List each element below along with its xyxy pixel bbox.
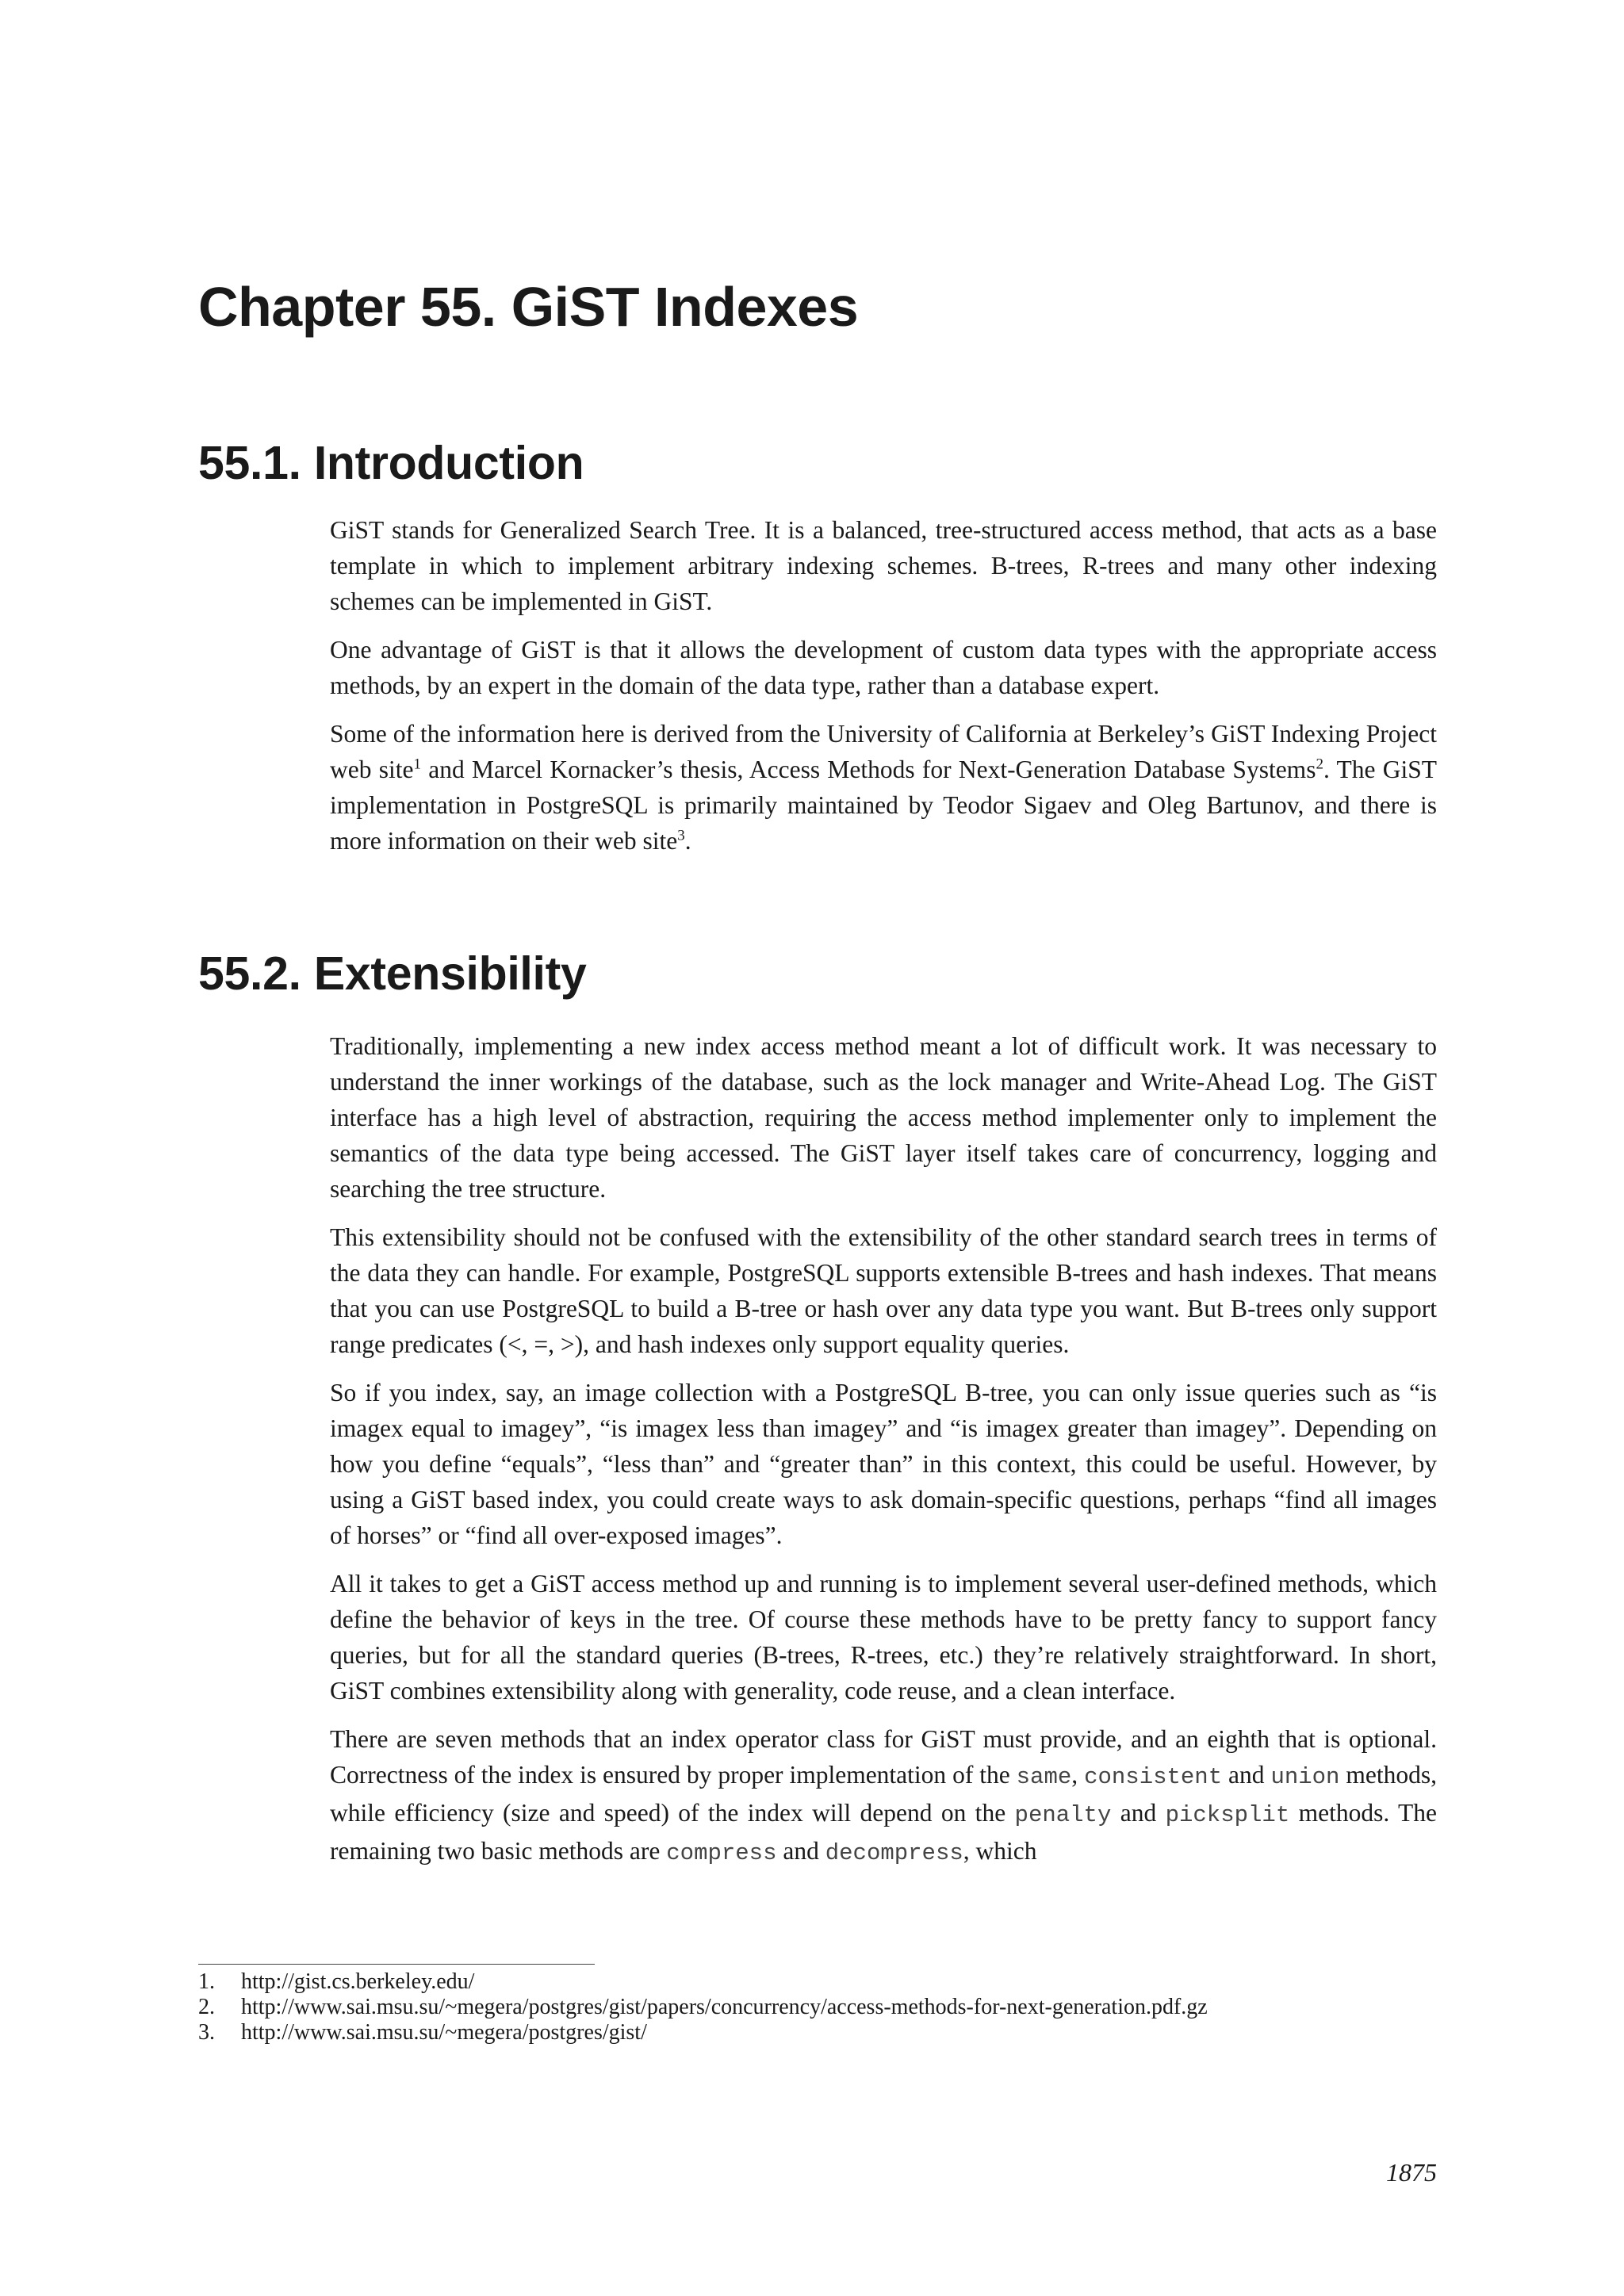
footnote-link[interactable]: http://www.sai.msu.su/~megera/postgres/gist/papers/concurrency/access-methods-for-next-generation.pdf.gz [241, 1995, 1208, 2019]
footnote-link[interactable]: http://www.sai.msu.su/~megera/postgres/gist/ [241, 2020, 647, 2045]
paragraph-text: Some of the information here is derived from the University of California at Berkeley’s GiST Indexing Project web site [330, 720, 1437, 783]
section-heading-extensibility: 55.2. Extensibility [198, 947, 587, 1000]
section-heading-introduction: 55.1. Introduction [198, 437, 584, 489]
footnotes [198, 1969, 1435, 2045]
paragraph-text: . [684, 827, 691, 855]
footnote-3 [198, 2020, 1435, 2045]
paragraph [330, 716, 1437, 859]
paragraph: All it takes to get a GiST access method up and running is to implement several user-defined methods, which define the behavior of keys in the tree. Of course these methods have to be pretty fancy to support fancy queries, but for all the standard queries (B-trees, R-trees, etc.) they’re relatively straightforward. In short, GiST combines extensibility along with generality, code reuse, and a clean interface. [330, 1570, 1437, 1705]
footnote-link[interactable]: http://gist.cs.berkeley.edu/ [241, 1969, 475, 1994]
paragraph [330, 1721, 1437, 1871]
paragraph-text: . The GiST implementation in PostgreSQL is primarily maintained by Teodor Sigaev and Oleg Bartunov, and there is more information on their web site [330, 756, 1437, 855]
footnote-divider [198, 1964, 595, 1965]
footnote-ref-1[interactable]: 1 [413, 756, 421, 773]
paragraph: One advantage of GiST is that it allows the development of custom data types with the appropriate access methods, by an expert in the domain of the data type, rather than a database expert. [330, 636, 1437, 699]
footnote-1 [198, 1969, 1435, 1995]
footnote-number: 3. [198, 2020, 215, 2045]
footnote-number: 2. [198, 1995, 215, 2019]
paragraph-text: and [1222, 1761, 1271, 1789]
footnote-ref-3[interactable]: 3 [677, 827, 685, 844]
section-body-introduction [330, 512, 1437, 871]
footnote-number: 1. [198, 1969, 215, 1994]
section-body-extensibility [330, 1028, 1437, 1884]
paragraph-text: and [1111, 1799, 1166, 1827]
page-number: 1875 [1386, 2158, 1437, 2187]
paragraph: Traditionally, implementing a new index access method meant a lot of difficult work. It was necessary to understand the inner workings of the database, such as the lock manager and Write-Ahead Log. The GiST interface has a high level of abstraction, requiring the access method implementer only to implement the semantics of the data type being accessed. The GiST layer itself takes care of concurrency, logging and searching the tree structure. [330, 1032, 1437, 1203]
footnote-2 [198, 1995, 1435, 2020]
paragraph-text: There are seven methods that an index operator class for GiST must provide, and an eighth that is optional. Correctness of the index is ensured by proper implementation of the [330, 1725, 1437, 1789]
code-picksplit: picksplit [1165, 1802, 1290, 1828]
chapter-title: Chapter 55. GiST Indexes [198, 276, 859, 338]
paragraph-text: , [1071, 1761, 1085, 1789]
code-compress: compress [666, 1840, 777, 1866]
code-consistent: consistent [1084, 1764, 1223, 1790]
footnote-ref-2[interactable]: 2 [1316, 756, 1323, 773]
code-decompress: decompress [825, 1840, 963, 1866]
code-union: union [1270, 1764, 1340, 1790]
code-same: same [1016, 1764, 1072, 1790]
paragraph: GiST stands for Generalized Search Tree. It is a balanced, tree-structured access method, that acts as a base template in which to implement arbitrary indexing schemes. B-trees, R-trees and many other indexing schemes can be implemented in GiST. [330, 516, 1437, 615]
code-penalty: penalty [1014, 1802, 1112, 1828]
paragraph: So if you index, say, an image collection with a PostgreSQL B-tree, you can only issue queries such as “is imagex equal to imagey”, “is imagex less than imagey” and “is imagex greater than imagey”. Depending on how you define “equals”, “less than” and “greater than” in this context, this could be useful. However, by using a GiST based index, you could create ways to ask domain-specific questions, perhaps “find all images of horses” or “find all over-exposed images”. [330, 1379, 1437, 1549]
paragraph-text: and Marcel Kornacker’s thesis, Access Methods for Next-Generation Database Systems [420, 756, 1316, 783]
paragraph-text: , which [963, 1837, 1037, 1865]
paragraph-text: methods. The remaining two basic methods are [330, 1799, 1437, 1865]
paragraph: This extensibility should not be confused with the extensibility of the other standard search trees in terms of the data they can handle. For example, PostgreSQL supports extensible B-trees and hash indexes. That means that you can use PostgreSQL to build a B-tree or hash over any data type you want. But B-trees only support range predicates (<, =, >), and hash indexes only support equality queries. [330, 1223, 1437, 1358]
paragraph-text: and [776, 1837, 825, 1865]
paragraph-text: methods, while efficiency (size and speed) of the index will depend on the [330, 1761, 1437, 1827]
